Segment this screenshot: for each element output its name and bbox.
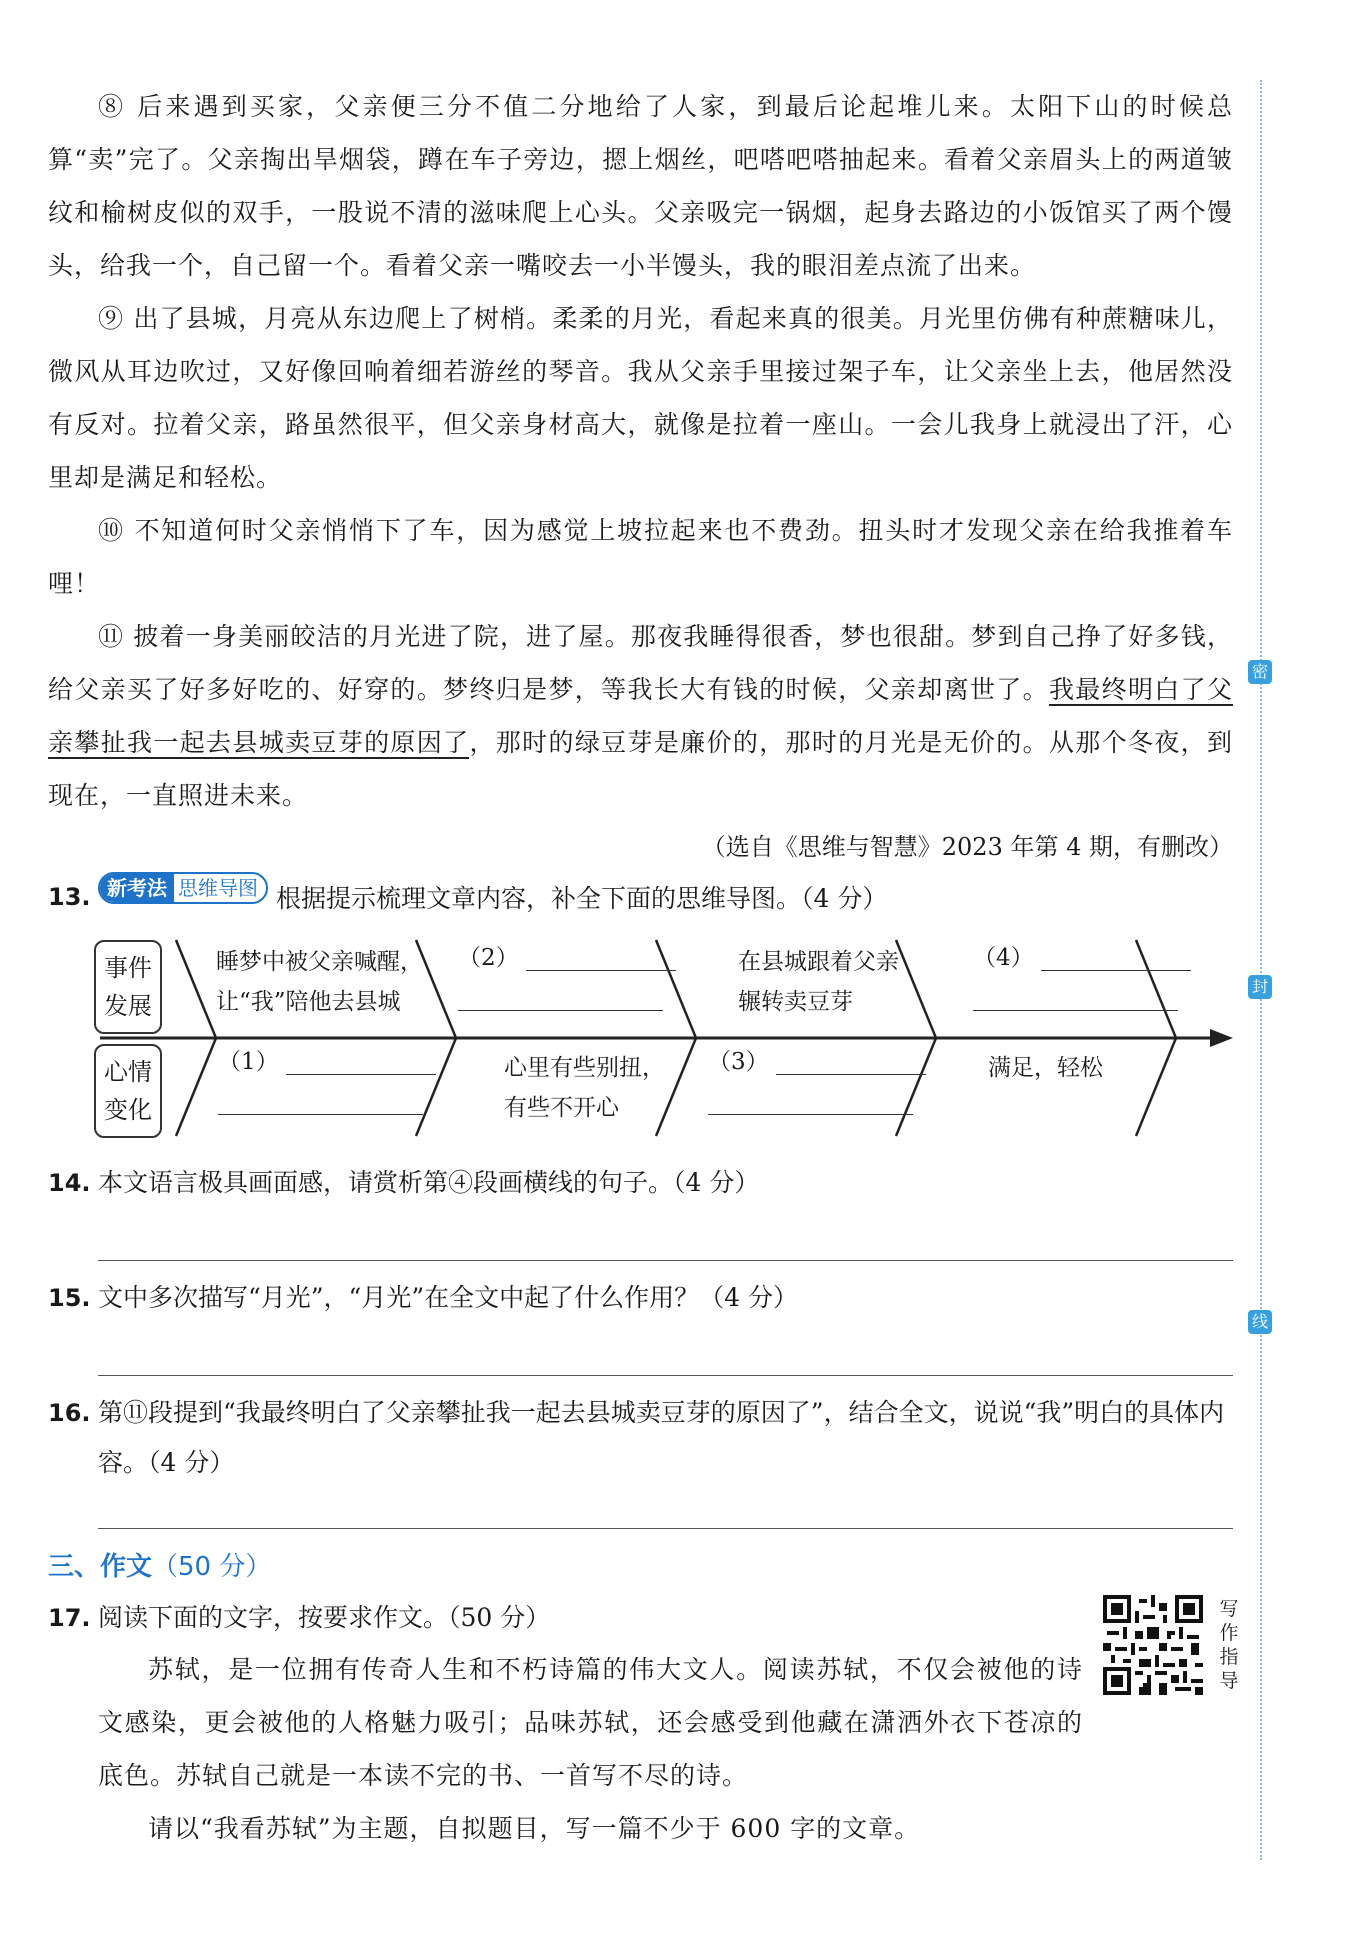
mood-3-blank[interactable]: [708, 1042, 926, 1122]
question-16: [48, 1388, 1233, 1488]
event-1-line: 让“我”陪他去县城: [216, 989, 401, 1015]
label-line: 变化: [104, 1096, 152, 1124]
event-3-line: 在县城跟着父亲: [738, 949, 899, 975]
source-citation: （选自《思维与智慧》2023 年第 4 期，有删改）: [701, 833, 1233, 861]
answer-line[interactable]: [98, 1488, 1233, 1529]
blank-number: （3）: [708, 1049, 769, 1075]
event-2-blank[interactable]: [458, 938, 676, 1018]
mood-4: 满足，轻松: [988, 1055, 1103, 1081]
section-composition-heading: [48, 1541, 1233, 1593]
question-15: [48, 1273, 1233, 1323]
answer-line[interactable]: [98, 1220, 1233, 1261]
event-3-line: 辗转卖豆芽: [738, 989, 853, 1015]
side-tab-feng: 封: [1248, 975, 1272, 999]
qr-caption-char: 作: [1219, 1622, 1239, 1644]
answer-blank[interactable]: [286, 1048, 436, 1075]
qr-caption: [1218, 1597, 1240, 1693]
question-17-block: [48, 1593, 1239, 1855]
answer-blank[interactable]: [458, 984, 663, 1011]
paragraph-11-end: ，那时的绿豆芽是廉价的，那时的月光是无价的。从那个冬夜，到现在，一直照进未来。: [48, 728, 1233, 810]
mood-2-line: 有些不开心: [504, 1095, 619, 1121]
event-3: [738, 942, 899, 1022]
badge-new-label: 新考法: [100, 874, 174, 902]
mood-1-blank[interactable]: [218, 1042, 436, 1122]
section-score: （50 分）: [152, 1552, 272, 1582]
blank-number: （1）: [218, 1049, 279, 1075]
qr-caption-char: 导: [1219, 1670, 1239, 1692]
blank-number: （2）: [458, 945, 519, 971]
mood-2: [504, 1048, 665, 1128]
qr-caption-char: 指: [1219, 1646, 1239, 1668]
new-format-badge: [98, 872, 268, 904]
composition-prompt-body: 苏轼，是一位拥有传奇人生和不朽诗篇的伟大文人。阅读苏轼，不仅会被他的诗文感染，更会被他的人格魅力吸引；品味苏轼，还会感受到他藏在潇洒外衣下苍凉的底色。苏轼自己就是一本读不完的书、一首写不尽的诗。: [98, 1655, 1083, 1790]
event-1-line: 睡梦中被父亲喊醒，: [216, 949, 423, 975]
side-tab-mi: 密: [1248, 660, 1272, 684]
answer-blank[interactable]: [218, 1088, 423, 1115]
question-13: [48, 872, 1233, 924]
answer-blank[interactable]: [708, 1088, 913, 1115]
answer-blank[interactable]: [973, 984, 1178, 1011]
answer-blank[interactable]: [526, 944, 676, 971]
question-17: [48, 1593, 1233, 1643]
paragraph-9: ⑨ 出了县城，月亮从东边爬上了树梢。柔柔的月光，看起来真的很美。月光里仿佛有种蔗糖味儿，微风从耳边吹过，又好像回响着细若游丝的琴音。我从父亲手里接过架子车，让父亲坐上去，他居然没有反对。拉着父亲，路虽然很平，但父亲身材高大，就像是拉着一座山。一会儿我身上就浸出了汗，心里却是满足和轻松。: [48, 304, 1233, 492]
question-number: 17.: [48, 1604, 91, 1632]
question-14: [48, 1158, 1233, 1208]
mindmap-label-mood: [94, 1044, 162, 1138]
event-1: [216, 942, 423, 1022]
event-4-blank[interactable]: [973, 938, 1191, 1018]
answer-blank[interactable]: [776, 1048, 926, 1075]
underlined-sentence: 我最终明白了父亲攀扯我一起去县城卖豆芽的原因了: [48, 675, 1233, 757]
side-tab-xian: 线: [1248, 1310, 1272, 1334]
question-number: 13.: [48, 883, 91, 911]
label-line: 事件: [104, 954, 152, 982]
question-number: 15.: [48, 1284, 91, 1312]
badge-mindmap-label: 思维导图: [178, 876, 258, 900]
qr-caption-char: 写: [1219, 1598, 1239, 1620]
mood-2-line: 心里有些别扭，: [504, 1055, 665, 1081]
section-title: 三、作文: [48, 1552, 153, 1582]
question-text: 阅读下面的文字，按要求作文。（50 分）: [98, 1603, 551, 1632]
paragraph-11: [48, 610, 1233, 822]
question-number: 14.: [48, 1169, 91, 1197]
answer-line[interactable]: [98, 1335, 1233, 1376]
question-number: 16.: [48, 1399, 91, 1427]
question-text: 根据提示梳理文章内容，补全下面的思维导图。（4 分）: [276, 884, 888, 913]
question-text: 文中多次描写“月光”，“月光”在全文中起了什么作用？（4 分）: [98, 1283, 798, 1312]
question-text: 本文语言极具画面感，请赏析第④段画横线的句子。（4 分）: [98, 1168, 760, 1197]
composition-requirement: 请以“我看苏轼”为主题，自拟题目，写一篇不少于 600 字的文章。: [148, 1814, 921, 1843]
qr-code-icon[interactable]: [1103, 1595, 1213, 1705]
answer-blank[interactable]: [1041, 944, 1191, 971]
label-line: 发展: [104, 992, 152, 1020]
paragraph-11-start: ⑪ 披着一身美丽皎洁的月光进了院，进了屋。那夜我睡得很香，梦也很甜。梦到自己挣了好多钱，给父亲买了好多好吃的、好穿的。梦终归是梦，等我长大有钱的时候，父亲却离世了。: [48, 622, 1233, 704]
mind-map: [48, 930, 1233, 1152]
question-text: 第⑪段提到“我最终明白了父亲攀扯我一起去县城卖豆芽的原因了”，结合全文，说说“我”明白的具体内容。（4 分）: [98, 1398, 1225, 1477]
paragraph-10: ⑩ 不知道何时父亲悄悄下了车，因为感觉上坡拉起来也不费劲。扭头时才发现父亲在给我推着车哩！: [48, 516, 1233, 598]
binding-margin-line: [1260, 80, 1264, 1860]
paragraph-8: ⑧ 后来遇到买家，父亲便三分不值二分地给了人家，到最后论起堆儿来。太阳下山的时候总算“卖”完了。父亲掏出旱烟袋，蹲在车子旁边，摁上烟丝，吧嗒吧嗒抽起来。看着父亲眉头上的两道皱纹和榆树皮似的双手，一股说不清的滋味爬上心头。父亲吸完一锅烟，起身去路边的小饭馆买了两个馒头，给我一个，自己留一个。看着父亲一嘴咬去一小半馒头，我的眼泪差点流了出来。: [48, 92, 1233, 280]
mindmap-label-events: [94, 940, 162, 1034]
page-content: [48, 80, 1239, 1855]
blank-number: （4）: [973, 945, 1034, 971]
label-line: 心情: [104, 1058, 152, 1086]
